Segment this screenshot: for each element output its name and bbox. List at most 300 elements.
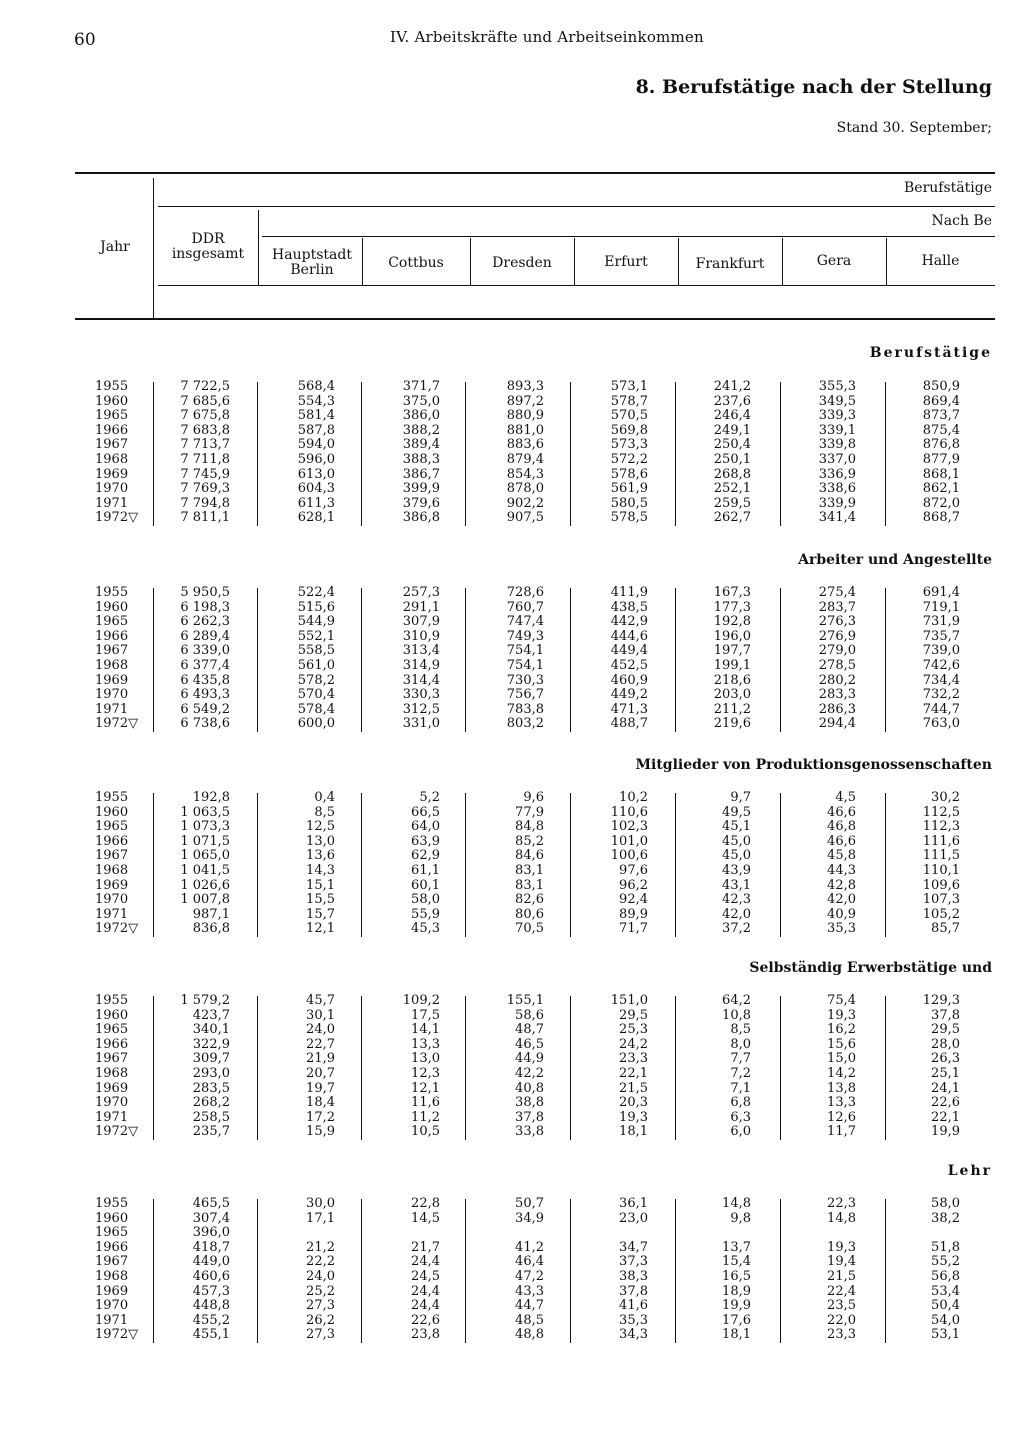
value-cell: 111,5	[922, 848, 960, 864]
table-row	[75, 1226, 995, 1241]
value-cell: 337,0	[818, 451, 856, 467]
value-cell: 262,7	[713, 510, 751, 526]
value-cell: 339,8	[818, 437, 856, 453]
value-cell: 5,2	[419, 790, 440, 805]
data-block	[75, 791, 995, 937]
value-cell: 719,1	[922, 599, 960, 615]
value-cell: 732,2	[922, 687, 960, 703]
table-row	[75, 1255, 995, 1270]
value-cell: 581,4	[297, 408, 335, 424]
value-cell: 42,2	[515, 1065, 544, 1081]
column-divider	[570, 996, 571, 1140]
table-row	[75, 1212, 995, 1227]
value-cell: 283,5	[192, 1080, 230, 1096]
value-cell: 14,5	[411, 1210, 440, 1226]
value-cell: 129,3	[922, 993, 960, 1008]
value-cell: 17,6	[722, 1312, 751, 1328]
value-cell: 465,5	[192, 1196, 230, 1211]
value-cell: 192,8	[713, 614, 751, 630]
value-cell: 423,7	[192, 1007, 230, 1023]
value-cell: 55,9	[411, 906, 440, 922]
value-cell: 36,1	[619, 1196, 648, 1211]
year-cell: 1967	[95, 1051, 129, 1067]
value-cell: 739,0	[922, 643, 960, 659]
value-cell: 41,2	[515, 1239, 544, 1255]
value-cell: 836,8	[192, 921, 230, 937]
table-subtitle: Stand 30. September;	[836, 120, 992, 136]
value-cell: 38,3	[619, 1268, 648, 1284]
value-cell: 22,1	[619, 1065, 648, 1081]
value-cell: 17,5	[411, 1007, 440, 1023]
value-cell: 101,0	[610, 833, 648, 849]
value-cell: 53,1	[931, 1327, 960, 1343]
value-cell: 102,3	[610, 819, 648, 835]
header-col-halle: Halle	[921, 253, 960, 269]
value-cell: 12,1	[411, 1080, 440, 1096]
year-cell: 1960	[95, 393, 129, 409]
value-cell: 47,2	[515, 1268, 544, 1284]
section-title: Selbständig Erwerbstätige und	[749, 960, 992, 976]
year-cell: 1965	[95, 1022, 129, 1038]
value-cell: 257,3	[402, 585, 440, 600]
column-divider	[675, 996, 676, 1140]
value-cell: 13,8	[827, 1080, 856, 1096]
table-row	[75, 601, 995, 616]
table-row	[75, 1111, 995, 1126]
value-cell: 375,0	[402, 393, 440, 409]
value-cell: 58,0	[411, 892, 440, 908]
value-cell: 399,9	[402, 481, 440, 497]
value-cell: 386,7	[402, 466, 440, 482]
value-cell: 13,0	[411, 1051, 440, 1067]
header-col-gera: Gera	[816, 253, 852, 269]
year-cell: 1968	[95, 451, 129, 467]
value-cell: 259,5	[713, 495, 751, 511]
value-cell: 250,4	[713, 437, 751, 453]
value-cell: 45,0	[722, 833, 751, 849]
value-cell: 438,5	[610, 599, 648, 615]
value-cell: 7 711,8	[180, 451, 230, 467]
value-cell: 987,1	[192, 906, 230, 922]
value-cell: 7 722,5	[180, 379, 230, 394]
table-row	[75, 1270, 995, 1285]
value-cell: 24,2	[619, 1036, 648, 1052]
value-cell: 192,8	[192, 790, 230, 805]
value-cell: 11,2	[411, 1109, 440, 1125]
value-cell: 554,3	[297, 393, 335, 409]
value-cell: 730,3	[506, 672, 544, 688]
value-cell: 604,3	[297, 481, 335, 497]
value-cell: 313,4	[402, 643, 440, 659]
data-block	[75, 994, 995, 1140]
year-cell: 1965	[95, 408, 129, 424]
year-cell: 1965	[95, 614, 129, 630]
value-cell: 23,3	[619, 1051, 648, 1067]
value-cell: 44,3	[827, 862, 856, 878]
value-cell: 22,3	[827, 1196, 856, 1211]
value-cell: 280,2	[818, 672, 856, 688]
value-cell: 75,4	[827, 993, 856, 1008]
value-cell: 873,7	[922, 408, 960, 424]
value-cell: 89,9	[619, 906, 648, 922]
value-cell: 84,6	[515, 848, 544, 864]
header-ddr-line2: insgesamt	[171, 246, 245, 262]
column-divider	[361, 588, 362, 732]
value-cell: 63,9	[411, 833, 440, 849]
value-cell: 561,0	[297, 657, 335, 673]
value-cell: 19,4	[827, 1254, 856, 1270]
value-cell: 42,0	[722, 906, 751, 922]
value-cell: 26,3	[931, 1051, 960, 1067]
value-cell: 355,3	[818, 379, 856, 394]
value-cell: 9,6	[523, 790, 544, 805]
header-group-sub: Nach Be	[931, 213, 992, 229]
value-cell: 107,3	[922, 892, 960, 908]
section-title: Lehr	[947, 1163, 992, 1179]
value-cell: 278,5	[818, 657, 856, 673]
value-cell: 7 683,8	[180, 422, 230, 438]
value-cell: 83,1	[515, 877, 544, 893]
value-cell: 85,2	[515, 833, 544, 849]
value-cell: 15,7	[306, 906, 335, 922]
value-cell: 587,8	[297, 422, 335, 438]
table-row	[75, 468, 995, 483]
value-cell: 23,5	[827, 1298, 856, 1314]
table-row	[75, 424, 995, 439]
value-cell: 5 950,5	[180, 585, 230, 600]
year-cell: 1965	[95, 1225, 129, 1241]
value-cell: 9,7	[730, 790, 751, 805]
value-cell: 386,8	[402, 510, 440, 526]
value-cell: 455,2	[192, 1312, 230, 1328]
value-cell: 24,0	[306, 1022, 335, 1038]
value-cell: 14,3	[306, 862, 335, 878]
value-cell: 570,4	[297, 687, 335, 703]
value-cell: 199,1	[713, 657, 751, 673]
value-cell: 580,5	[610, 495, 648, 511]
value-cell: 34,3	[619, 1327, 648, 1343]
value-cell: 22,7	[306, 1036, 335, 1052]
value-cell: 6 549,2	[180, 701, 230, 717]
value-cell: 578,6	[610, 466, 648, 482]
value-cell: 754,1	[506, 643, 544, 659]
value-cell: 569,8	[610, 422, 648, 438]
column-divider	[257, 1199, 258, 1343]
value-cell: 35,3	[619, 1312, 648, 1328]
year-cell: 1955	[95, 1196, 129, 1211]
table-row	[75, 717, 995, 732]
value-cell: 23,8	[411, 1327, 440, 1343]
value-cell: 235,7	[192, 1124, 230, 1140]
column-divider	[153, 382, 154, 526]
value-cell: 854,3	[506, 466, 544, 482]
value-cell: 13,3	[411, 1036, 440, 1052]
value-cell: 7 745,9	[180, 466, 230, 482]
value-cell: 879,4	[506, 451, 544, 467]
value-cell: 62,9	[411, 848, 440, 864]
value-cell: 276,9	[818, 628, 856, 644]
value-cell: 18,9	[722, 1283, 751, 1299]
value-cell: 33,8	[515, 1124, 544, 1140]
value-cell: 322,9	[192, 1036, 230, 1052]
table-row	[75, 409, 995, 424]
value-cell: 45,3	[411, 921, 440, 937]
value-cell: 488,7	[610, 716, 648, 732]
table-row	[75, 1197, 995, 1212]
value-cell: 552,1	[297, 628, 335, 644]
value-cell: 17,2	[306, 1109, 335, 1125]
value-cell: 14,8	[722, 1196, 751, 1211]
value-cell: 449,2	[610, 687, 648, 703]
data-block	[75, 380, 995, 526]
value-cell: 14,1	[411, 1022, 440, 1038]
value-cell: 100,6	[610, 848, 648, 864]
column-divider	[570, 1199, 571, 1343]
value-cell: 558,5	[297, 643, 335, 659]
year-cell: 1960	[95, 1210, 129, 1226]
year-cell: 1972▽	[95, 1124, 139, 1140]
value-cell: 893,3	[506, 379, 544, 394]
value-cell: 37,8	[931, 1007, 960, 1023]
column-divider	[780, 793, 781, 937]
year-cell: 1968	[95, 1268, 129, 1284]
value-cell: 97,6	[619, 862, 648, 878]
value-cell: 6 435,8	[180, 672, 230, 688]
value-cell: 25,3	[619, 1022, 648, 1038]
column-divider	[361, 793, 362, 937]
value-cell: 418,7	[192, 1239, 230, 1255]
column-divider	[465, 996, 466, 1140]
column-divider	[153, 793, 154, 937]
value-cell: 7 811,1	[180, 510, 230, 526]
column-divider	[570, 793, 571, 937]
column-divider	[257, 996, 258, 1140]
value-cell: 4,5	[835, 790, 856, 805]
value-cell: 868,7	[922, 510, 960, 526]
value-cell: 64,2	[722, 993, 751, 1008]
value-cell: 747,4	[506, 614, 544, 630]
value-cell: 35,3	[827, 921, 856, 937]
value-cell: 339,9	[818, 495, 856, 511]
value-cell: 283,7	[818, 599, 856, 615]
value-cell: 45,0	[722, 848, 751, 864]
value-cell: 85,7	[931, 921, 960, 937]
value-cell: 58,0	[931, 1196, 960, 1211]
value-cell: 15,0	[827, 1051, 856, 1067]
value-cell: 613,0	[297, 466, 335, 482]
value-cell: 13,7	[722, 1239, 751, 1255]
value-cell: 18,1	[619, 1124, 648, 1140]
value-cell: 735,7	[922, 628, 960, 644]
value-cell: 43,1	[722, 877, 751, 893]
value-cell: 58,6	[515, 1007, 544, 1023]
year-cell: 1955	[95, 585, 129, 600]
value-cell: 64,0	[411, 819, 440, 835]
value-cell: 286,3	[818, 701, 856, 717]
value-cell: 40,9	[827, 906, 856, 922]
value-cell: 449,4	[610, 643, 648, 659]
table-row	[75, 395, 995, 410]
value-cell: 349,5	[818, 393, 856, 409]
value-cell: 77,9	[515, 804, 544, 820]
value-cell: 756,7	[506, 687, 544, 703]
value-cell: 48,8	[515, 1327, 544, 1343]
value-cell: 8,0	[730, 1036, 751, 1052]
value-cell: 460,9	[610, 672, 648, 688]
value-cell: 22,6	[931, 1095, 960, 1111]
year-cell: 1966	[95, 422, 129, 438]
value-cell: 49,5	[722, 804, 751, 820]
value-cell: 307,4	[192, 1210, 230, 1226]
value-cell: 23,3	[827, 1327, 856, 1343]
table-row	[75, 1082, 995, 1097]
header-col-erfurt: Erfurt	[604, 254, 648, 270]
table-row	[75, 1285, 995, 1300]
year-cell: 1955	[95, 379, 129, 394]
value-cell: 7,1	[730, 1080, 751, 1096]
year-cell: 1972▽	[95, 921, 139, 937]
table-row	[75, 1067, 995, 1082]
column-divider	[780, 996, 781, 1140]
value-cell: 744,7	[922, 701, 960, 717]
value-cell: 15,6	[827, 1036, 856, 1052]
value-cell: 109,6	[922, 877, 960, 893]
year-cell: 1968	[95, 657, 129, 673]
table-row	[75, 497, 995, 512]
value-cell: 749,3	[506, 628, 544, 644]
value-cell: 258,5	[192, 1109, 230, 1125]
value-cell: 314,4	[402, 672, 440, 688]
table-row	[75, 453, 995, 468]
value-cell: 16,2	[827, 1022, 856, 1038]
table-title: 8. Berufstätige nach der Stellung	[635, 76, 992, 98]
value-cell: 25,1	[931, 1065, 960, 1081]
value-cell: 252,1	[713, 481, 751, 497]
value-cell: 13,0	[306, 833, 335, 849]
header-group-top: Berufstätige	[904, 180, 992, 196]
value-cell: 897,2	[506, 393, 544, 409]
value-cell: 250,1	[713, 451, 751, 467]
value-cell: 54,0	[931, 1312, 960, 1328]
value-cell: 309,7	[192, 1051, 230, 1067]
value-cell: 396,0	[192, 1225, 230, 1241]
year-cell: 1970	[95, 687, 129, 703]
value-cell: 907,5	[506, 510, 544, 526]
header-col-berlin-l2: Berlin	[290, 262, 334, 278]
header-column-rule	[158, 285, 995, 286]
column-divider	[780, 382, 781, 526]
year-cell: 1972▽	[95, 510, 139, 526]
table-row	[75, 703, 995, 718]
value-cell: 18,1	[722, 1327, 751, 1343]
year-cell: 1969	[95, 466, 129, 482]
value-cell: 742,6	[922, 657, 960, 673]
value-cell: 45,8	[827, 848, 856, 864]
value-cell: 339,3	[818, 408, 856, 424]
column-divider	[885, 793, 886, 937]
value-cell: 105,2	[922, 906, 960, 922]
value-cell: 877,9	[922, 451, 960, 467]
value-cell: 60,1	[411, 877, 440, 893]
year-cell: 1972▽	[95, 716, 139, 732]
value-cell: 10,2	[619, 790, 648, 805]
table-row	[75, 1096, 995, 1111]
value-cell: 803,2	[506, 716, 544, 732]
value-cell: 596,0	[297, 451, 335, 467]
table-row	[75, 644, 995, 659]
value-cell: 61,1	[411, 862, 440, 878]
value-cell: 109,2	[402, 993, 440, 1008]
section-title: Arbeiter und Angestellte	[798, 552, 992, 568]
value-cell: 371,7	[402, 379, 440, 394]
year-cell: 1968	[95, 1065, 129, 1081]
column-divider	[675, 793, 676, 937]
value-cell: 876,8	[922, 437, 960, 453]
value-cell: 19,7	[306, 1080, 335, 1096]
year-cell: 1970	[95, 1298, 129, 1314]
value-cell: 594,0	[297, 437, 335, 453]
value-cell: 24,0	[306, 1268, 335, 1284]
value-cell: 411,9	[610, 585, 648, 600]
value-cell: 84,8	[515, 819, 544, 835]
value-cell: 578,5	[610, 510, 648, 526]
value-cell: 388,3	[402, 451, 440, 467]
value-cell: 307,9	[402, 614, 440, 630]
table-row	[75, 482, 995, 497]
header-col-frankfurt: Frankfurt	[695, 256, 765, 272]
value-cell: 338,6	[818, 481, 856, 497]
table-row	[75, 511, 995, 526]
value-cell: 24,4	[411, 1298, 440, 1314]
value-cell: 6,3	[730, 1109, 751, 1125]
value-cell: 51,8	[931, 1239, 960, 1255]
value-cell: 11,6	[411, 1095, 440, 1111]
value-cell: 872,0	[922, 495, 960, 511]
value-cell: 21,5	[619, 1080, 648, 1096]
value-cell: 19,3	[619, 1109, 648, 1125]
value-cell: 291,1	[402, 599, 440, 615]
header-ddr-divider	[258, 210, 259, 285]
value-cell: 21,5	[827, 1268, 856, 1284]
value-cell: 25,2	[306, 1283, 335, 1299]
value-cell: 11,7	[827, 1124, 856, 1140]
value-cell: 0,4	[314, 790, 335, 805]
value-cell: 1 073,3	[180, 819, 230, 835]
value-cell: 6 738,6	[180, 716, 230, 732]
value-cell: 7 685,6	[180, 393, 230, 409]
value-cell: 6,0	[730, 1124, 751, 1140]
value-cell: 600,0	[297, 716, 335, 732]
value-cell: 331,0	[402, 716, 440, 732]
table-row	[75, 806, 995, 821]
value-cell: 869,4	[922, 393, 960, 409]
table-row	[75, 380, 995, 395]
year-cell: 1966	[95, 1036, 129, 1052]
value-cell: 850,9	[922, 379, 960, 394]
value-cell: 7 769,3	[180, 481, 230, 497]
value-cell: 249,1	[713, 422, 751, 438]
value-cell: 30,2	[931, 790, 960, 805]
value-cell: 1 063,5	[180, 804, 230, 820]
value-cell: 293,0	[192, 1065, 230, 1081]
value-cell: 44,9	[515, 1051, 544, 1067]
value-cell: 26,2	[306, 1312, 335, 1328]
year-cell: 1971	[95, 701, 129, 717]
year-cell: 1968	[95, 862, 129, 878]
header-top-rule	[75, 172, 995, 174]
table-row	[75, 893, 995, 908]
year-cell: 1970	[95, 1095, 129, 1111]
